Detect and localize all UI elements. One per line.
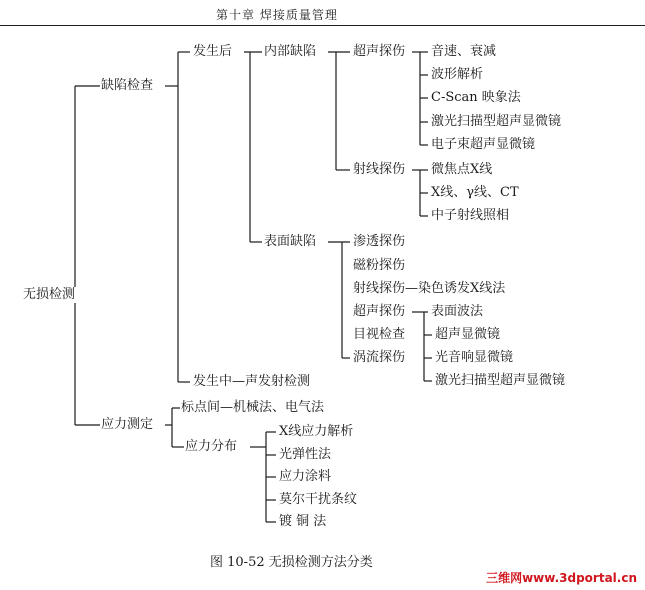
node-after-occurrence: 发生后 [193,44,233,59]
surface-ut-method: 光音响显微镜 [435,350,514,365]
surface-ut-method: 激光扫描型超声显微镜 [435,373,566,388]
sd-method: 应力涂料 [279,469,332,484]
node-ultrasonic-testing: 超声探伤 [353,44,406,59]
surface-method: 磁粉探伤 [353,258,406,273]
ut-method: C-Scan 映象法 [431,90,521,105]
ut-method: 电子束超声显微镜 [431,137,536,152]
node-stress-measurement: 应力测定 [101,417,154,432]
sd-method: 莫尔干扰条纹 [279,492,358,507]
rt-method: 中子射线照相 [431,208,510,223]
sd-method: 镀 铜 法 [279,514,327,529]
node-defect-inspection: 缺陷检查 [101,78,154,93]
surface-ut-method: 超声显微镜 [435,327,501,342]
surface-ut-method: 表面波法 [431,304,484,319]
surface-method: 超声探伤 [353,304,406,319]
surface-method: 渗透探伤 [353,234,406,249]
sd-method: 光弹性法 [279,447,332,462]
rt-method: X线、γ线、CT [431,185,519,200]
surface-method: 涡流探伤 [353,350,406,365]
node-surface-defects: 表面缺陷 [264,234,317,249]
node-stress-distribution: 应力分布 [185,439,238,454]
ut-method: 波形解析 [431,67,484,82]
rt-method: 微焦点X线 [431,162,493,177]
node-gauge-point: 标点间—机械法、电气法 [181,400,325,415]
node-radiographic-testing: 射线探伤 [353,162,406,177]
ut-method: 音速、衰减 [431,44,497,59]
watermark: 三维网www.3dportal.cn [486,571,637,585]
figure-caption: 图 10-52 无损检测方法分类 [210,555,373,570]
surface-method: 射线探伤—染色诱发X线法 [353,281,506,296]
page-header: 第十章 焊接质量管理 [216,8,338,22]
surface-method: 目视检查 [353,327,406,342]
node-internal-defects: 内部缺陷 [264,44,317,59]
ut-method: 激光扫描型超声显微镜 [431,114,562,129]
node-root: 无损检测 [23,287,76,302]
sd-method: X线应力解析 [279,424,354,439]
node-during-occurrence: 发生中—声发射检测 [193,374,311,389]
